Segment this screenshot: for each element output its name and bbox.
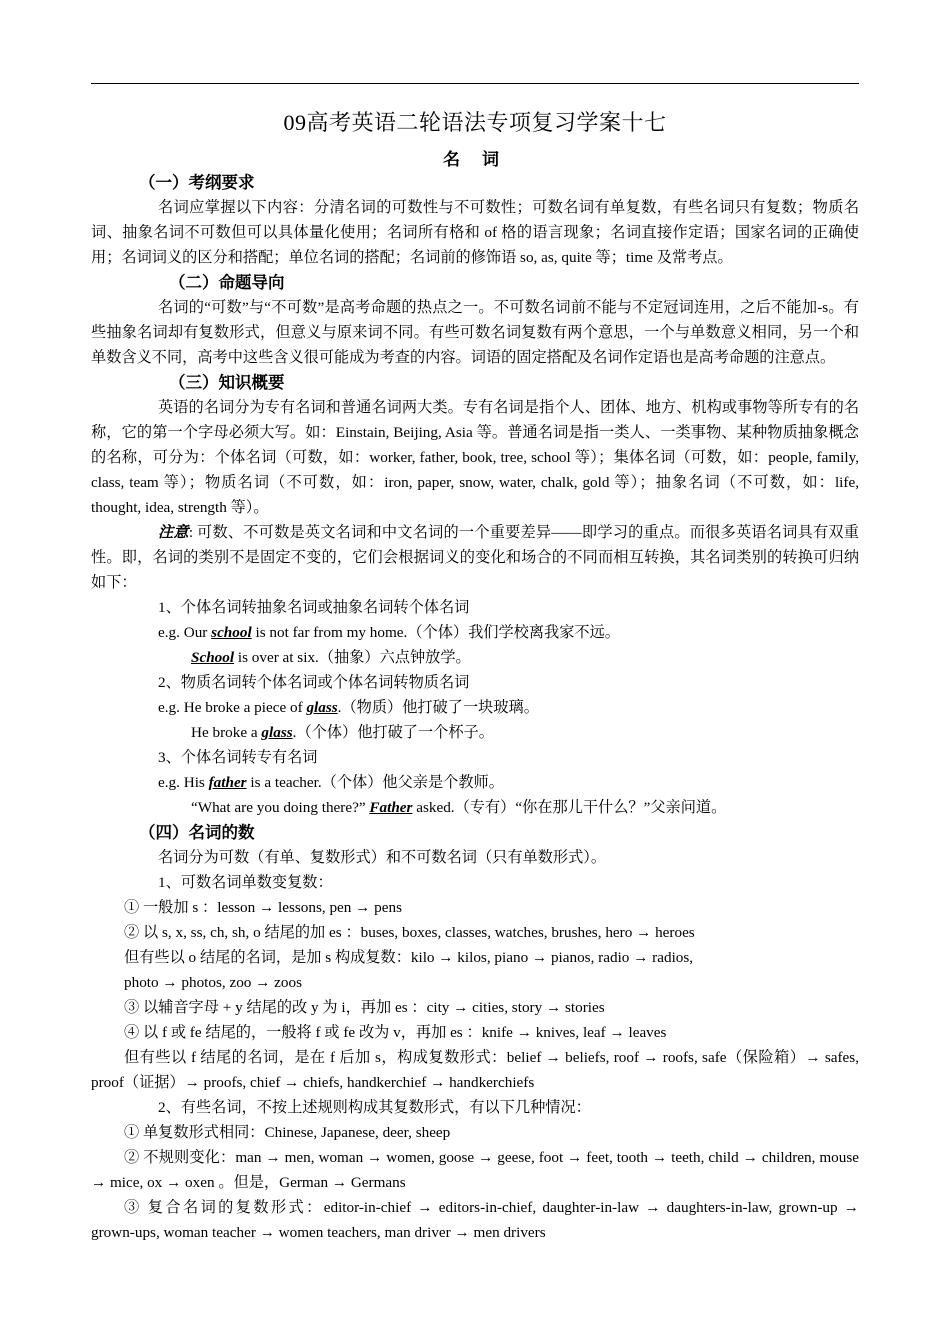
- example-line: “What are you doing there?” Father asked.（专有）“你在那儿干什么？”父亲问道。: [191, 799, 727, 816]
- rule-heading-1: 1、可数名词单数变复数：: [158, 874, 333, 891]
- header-rule: [91, 83, 859, 84]
- example-line: School is over at six.（抽象）六点钟放学。: [191, 649, 471, 666]
- conversion-item-3: 3、个体名词转专有名词: [158, 749, 318, 766]
- rule-item: ③ 复合名词的复数形式：editor-in-chief → editors-in-chief, daughter-in-law → daughters-in-law, grown-up → grown-ups, woman teacher → women teachers, man driver → men drivers: [91, 1199, 859, 1241]
- paragraph-orientation: 名词的“可数”与“不可数”是高考命题的热点之一。不可数名词前不能与不定冠词连用，之后不能加-s。有些抽象名词却有复数形式，但意义与原来词不同。有些可数名词复数有两个意思，一个与单数意义相同，另一个和单数含义不同，高考中这些含义很可能成为考查的内容。词语的固定搭配及名词作定语也是高考命题的注意点。: [91, 299, 859, 366]
- example-word: glass: [261, 724, 293, 741]
- document-body: [91, 170, 859, 1245]
- paragraph-requirements: 名词应掌握以下内容：分清名词的可数性与不可数性；可数名词有单复数，有些名词只有复数；物质名词、抽象名词不可数但可以具体量化使用；名词所有格和 of 格的语言现象；名词直接作定语；国家名词的正确使用；名词词义的区分和搭配；单位名词的搭配；名词前的修饰语 so, as, quite 等；time 及常考点。: [91, 199, 859, 266]
- rule-item: ② 不规则变化：man → men, woman → women, goose → geese, foot → feet, tooth → teeth, child → children, mouse → mice, ox → oxen 。但是，German → Germans: [91, 1149, 859, 1191]
- example-word: School: [191, 649, 235, 666]
- section-heading-overview: （三）知识概要: [169, 373, 285, 392]
- rule-item: 但有些以 f 结尾的名词，是在 f 后加 s，构成复数形式：belief → beliefs, roof → roofs, safe（保险箱）→ safes, proof（证据）→ proofs, chief → chiefs, handkerchief → handkerchiefs: [91, 1049, 859, 1091]
- document-title: 09高考英语二轮语法专项复习学案十七: [283, 110, 667, 135]
- rule-item: ④ 以 f 或 fe 结尾的，一般将 f 或 fe 改为 v，再加 es ：knife → knives, leaf → leaves: [124, 1024, 667, 1041]
- example-line: He broke a glass.（个体）他打破了一个杯子。: [191, 724, 494, 741]
- example-word: Father: [369, 799, 413, 816]
- rule-item: ① 一般加 s ：lesson → lessons, pen → pens: [124, 899, 403, 916]
- rule-item: ② 以 s, x, ss, ch, sh, o 结尾的加 es ：buses, boxes, classes, watches, brushes, hero → heroes: [124, 924, 695, 941]
- section-heading-requirements: （一）考纲要求: [139, 173, 255, 192]
- section-heading-orientation: （二）命题导向: [169, 273, 285, 292]
- rule-item: ① 单复数形式相同：Chinese, Japanese, deer, sheep: [124, 1124, 451, 1141]
- rule-item: ③ 以辅音字母 + y 结尾的改 y 为 i，再加 es ：city → cities, story → stories: [124, 999, 605, 1016]
- note-text: : 可数、不可数是英文名词和中文名词的一个重要差异——即学习的重点。而很多英语名词具有双重性。即，名词的类别不是固定不变的，它们会根据词义的变化和场合的不同而相互转换，其名词类别的转换可归纳如下：: [91, 524, 859, 591]
- section-heading-number: （四）名词的数: [139, 823, 255, 842]
- example-line: e.g. Our school is not far from my home.（个体）我们学校离我家不远。: [158, 624, 620, 641]
- example-word: father: [208, 774, 247, 791]
- example-line: e.g. His father is a teacher.（个体）他父亲是个教师。: [158, 774, 504, 791]
- rule-heading-2: 2、有些名词，不按上述规则构成其复数形式，有以下几种情况：: [158, 1099, 591, 1116]
- paragraph-overview: 英语的名词分为专有名词和普通名词两大类。专有名词是指个人、团体、地方、机构或事物等所专有的名称，它的第一个字母必须大写。如：Einstain, Beijing, Asia 等。普通名词是指一类人、一类事物、某种物质抽象概念的名称，可分为：个体名词（可数，如：worker, father, book, tree, school 等）；集体名词（可数，如：people, family, class, team 等）；物质名词（不可数，如：iron, paper, snow, water, chalk, gold 等）；抽象名词（不可数，如：life, thought, idea, strength 等）。: [91, 399, 859, 516]
- example-word: glass: [306, 699, 338, 716]
- rule-item: photo → photos, zoo → zoos: [124, 974, 303, 991]
- rule-item: 但有些以 o 结尾的名词，是加 s 构成复数：kilo → kilos, piano → pianos, radio → radios,: [124, 949, 694, 966]
- example-line: e.g. He broke a piece of glass.（物质）他打破了一块玻璃。: [158, 699, 539, 716]
- conversion-item-1: 1、个体名词转抽象名词或抽象名词转个体名词: [158, 599, 470, 616]
- note-label: 注意: [158, 524, 189, 541]
- example-word: school: [211, 624, 252, 641]
- paragraph-number: 名词分为可数（有单、复数形式）和不可数名词（只有单数形式）。: [158, 849, 607, 866]
- conversion-item-2: 2、物质名词转个体名词或个体名词转物质名词: [158, 674, 470, 691]
- paragraph-note: [91, 520, 859, 595]
- document-subtitle: 名 词: [443, 150, 507, 170]
